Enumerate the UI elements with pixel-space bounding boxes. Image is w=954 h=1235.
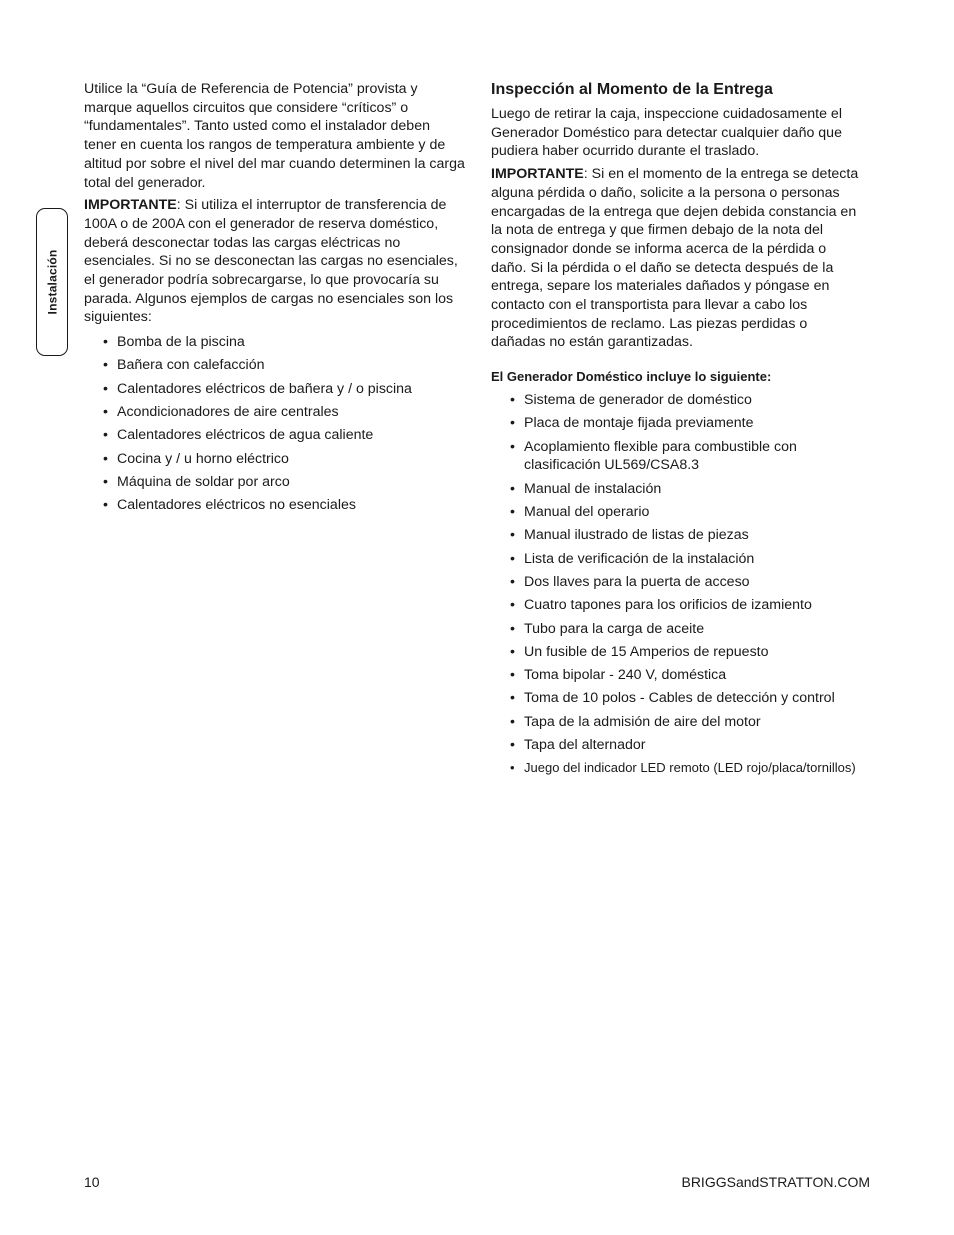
list-item: • Bomba de la piscina: [84, 333, 466, 352]
list-item: • Toma de 10 polos - Cables de detección y control: [491, 689, 863, 708]
list-item: • Cuatro tapones para los orificios de izamiento: [491, 596, 863, 615]
includes-heading: El Generador Doméstico incluye lo siguiente:: [491, 369, 772, 385]
page-number: 10: [84, 1174, 100, 1190]
intro-paragraph: Utilice la “Guía de Referencia de Potencia” provista y marque aquellos circuitos que considere “críticos” o “fundamentales”. Tanto usted como el instalador deben tener en cuenta los rangos de temperatura ambiente y de altitud por sobre el nivel del mar cuando determinen la carga total del generador.: [84, 81, 465, 191]
list-item: • Acoplamiento flexible para combustible con clasificación UL569/CSA8.3: [491, 438, 863, 475]
list-item: • Acondicionadores de aire centrales: [84, 403, 466, 422]
list-item: • Un fusible de 15 Amperios de repuesto: [491, 643, 863, 662]
list-item: • Manual ilustrado de listas de piezas: [491, 526, 863, 545]
list-item: • Tapa del alternador: [491, 736, 863, 755]
list-item: • Manual del operario: [491, 503, 863, 522]
list-item: • Bañera con calefacción: [84, 356, 466, 375]
important-text: : Si utiliza el interruptor de transferencia de 100A o de 200A con el generador de reserva doméstico, deberá desconectar todas las cargas eléctricas no esenciales. Si no se desconectan las cargas no esenciales, el generador podría sobrecargarse, lo que provocaría su parada. Algunos ejemplos de cargas no esenciales son los siguientes:: [84, 197, 458, 326]
delivery-intro-paragraph: Luego de retirar la caja, inspeccione cuidadosamente el Generador Doméstico para detectar cualquier daño que pudiera haber ocurrido durante el traslado.: [491, 106, 842, 160]
list-item: • Dos llaves para la puerta de acceso: [491, 573, 863, 592]
list-item: • Lista de verificación de la instalación: [491, 550, 863, 569]
section-tab-label: Instalación: [45, 249, 60, 315]
website-url: BRIGGSandSTRATTON.COM: [681, 1174, 870, 1190]
list-item: • Calentadores eléctricos de agua caliente: [84, 426, 466, 445]
list-item: • Tubo para la carga de aceite: [491, 620, 863, 639]
important-paragraph: [84, 196, 466, 327]
list-item: • Placa de montaje fijada previamente: [491, 414, 863, 433]
list-item: • Manual de instalación: [491, 480, 863, 499]
list-item: • Máquina de soldar por arco: [84, 473, 466, 492]
delivery-important-paragraph: [491, 165, 863, 352]
list-item: • Calentadores eléctricos no esenciales: [84, 496, 466, 515]
section-tab: [36, 208, 68, 356]
section-heading: Inspección al Momento de la Entrega: [491, 81, 773, 98]
important-label: IMPORTANTE: [491, 166, 584, 183]
list-item: • Sistema de generador de doméstico: [491, 391, 863, 410]
nonessential-loads-list: [84, 333, 466, 515]
list-item: • Tapa de la admisión de aire del motor: [491, 713, 863, 732]
list-item: • Cocina y / u horno eléctrico: [84, 450, 466, 469]
included-items-list: [491, 391, 863, 778]
list-item: • Toma bipolar - 240 V, doméstica: [491, 666, 863, 685]
left-column: [84, 80, 466, 520]
right-column: [491, 80, 863, 783]
important-label: IMPORTANTE: [84, 197, 177, 214]
important-text: : Si en el momento de la entrega se detecta alguna pérdida o daño, solicite a la persona o personas encargadas de la entrega que dejen debida constancia en la nota de entrega y que firmen debajo de la nota del consignador donde se informa acerca de la pérdida o daño. Si la pérdida o el daño se detecta después de la entrega, separe los materiales dañados y póngase en contacto con el transportista para llevar a cabo los procedimientos de reclamo. Las piezas perdidas o dañadas no están garantizadas.: [491, 166, 859, 351]
list-item: • Juego del indicador LED remoto (LED rojo/placa/tornillos): [491, 759, 863, 778]
list-item: • Calentadores eléctricos de bañera y / o piscina: [84, 380, 466, 399]
